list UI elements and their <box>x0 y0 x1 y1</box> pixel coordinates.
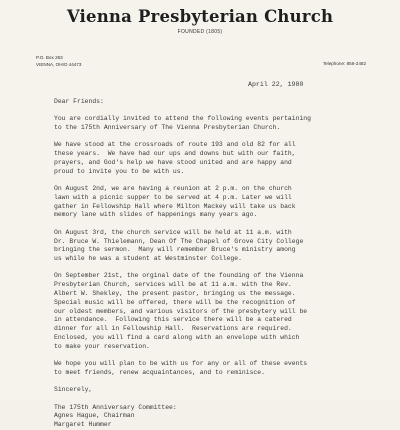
text-line: us while he was a student at Westminster College. <box>54 255 242 263</box>
signature-line: The 175th Anniversary Committee: <box>54 403 177 411</box>
paragraph <box>54 272 374 351</box>
text-line: Albert W. Shekley, the present pastor, bringing us the message. <box>54 290 296 298</box>
address-line: VIENNA, OHIO 44473 <box>36 62 82 67</box>
text-line: memory lane with slides of happenings many years ago. <box>54 211 258 219</box>
founded-year: FOUNDED (1805) <box>177 29 223 35</box>
letter-date: April 22, 1980 <box>248 81 304 88</box>
text-line: On August 3rd, the church service will be held at 11 a.m. with <box>54 228 292 236</box>
paragraph <box>54 229 374 264</box>
text-line: Presbyterian Church, services will be at 11 a.m. with the Rev. <box>54 281 292 289</box>
text-line: to the 175th Anniversary of The Vienna Presbyterian Church. <box>54 124 281 132</box>
text-line: Dr. Bruce W. Thielemann, Dean Of The Chapel of Grove City College <box>54 237 304 245</box>
text-line: Special music will be offered, there will be the recognition of <box>54 298 296 306</box>
mailing-address <box>36 54 81 68</box>
text-line: We hope you will plan to be with us for any or all of these events <box>54 360 308 368</box>
text-line: proud to invite you to be with us. <box>54 167 185 175</box>
salutation: Dear Friends: <box>54 98 104 105</box>
text-line: to make your reservation. <box>54 342 150 350</box>
text-line: these years. We have had our ups and downs but with our faith, <box>54 150 296 158</box>
telephone-number: Telephone: 856-2482 <box>322 61 366 66</box>
text-line: lawn with a picnic supper to be served at 4 p.m. Later we will <box>54 193 292 201</box>
paragraph <box>54 185 374 220</box>
church-name: Vienna Presbyterian Church <box>66 7 334 26</box>
closing: Sincerely, <box>54 386 93 394</box>
text-line: On September 21st, the orginal date of the founding of the Vienna <box>54 272 304 280</box>
text-line: in attendance. Following this service there will be a catered <box>54 316 292 324</box>
signature-line: Agnes Hague, Chairman <box>54 412 135 420</box>
text-line: On August 2nd, we are having a reunion at 2 p.m. on the church <box>54 185 292 193</box>
text-line: You are cordially invited to attend the following events pertaining <box>54 115 311 123</box>
text-line: dinner for all in Fellowship Hall. Reservations are required. <box>54 325 292 333</box>
letter-body <box>54 98 374 430</box>
paragraph <box>54 360 374 378</box>
signature-block <box>54 404 374 430</box>
address-line: P.O. Box 263 <box>36 55 63 60</box>
text-line: to meet friends, renew acquaintances, and to reminisce. <box>54 368 265 376</box>
text-line: bringing the sermon. Many will remember Bruce's ministry among <box>54 246 296 254</box>
text-line: Enclosed, you will find a card along with an envelope with which <box>54 334 300 342</box>
text-line: our oldest members, and various visitors of the presbytery will be <box>54 307 308 315</box>
paragraph <box>54 115 374 133</box>
paragraph <box>54 141 374 176</box>
text-line: gather in Fellowship Hall where Milton Mackey will take us back <box>54 202 296 210</box>
signature-line: Margaret Hummer <box>54 421 112 429</box>
text-line: We have stood at the crossroads of route 193 and old 82 for all <box>54 141 296 149</box>
text-line: prayers, and God's help we have stood united and are happy and <box>54 158 292 166</box>
